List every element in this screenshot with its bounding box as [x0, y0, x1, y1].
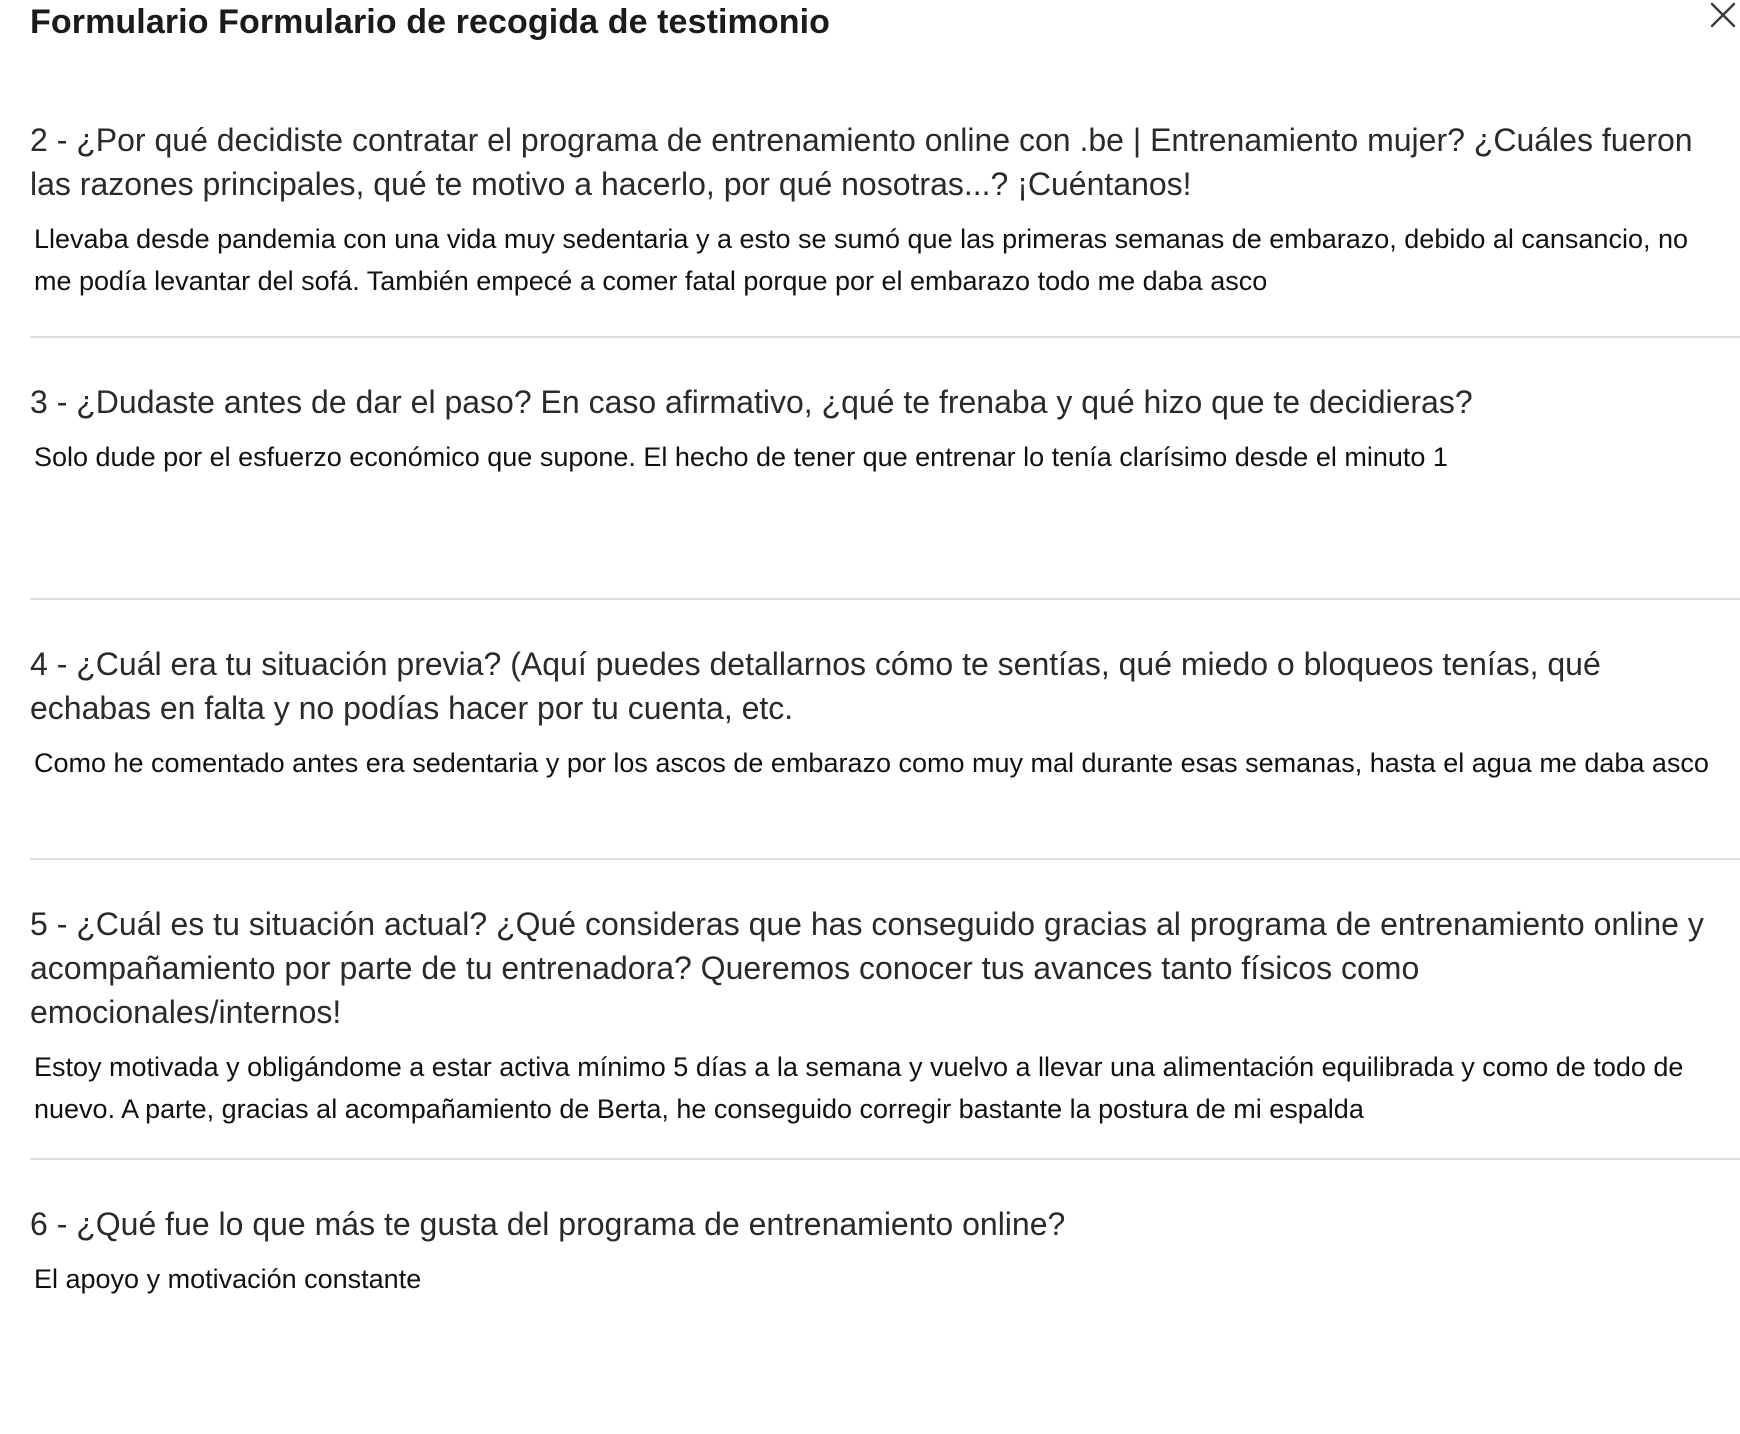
- close-button[interactable]: [1704, 0, 1738, 34]
- question-text: 5 - ¿Cuál es tu situación actual? ¿Qué consideras que has conseguido gracias al programa de entrenamiento online y acompañamiento por parte de tu entrenadora? Queremos conocer tus avances tanto físicos como emocionales/internos!: [30, 906, 1704, 1030]
- answer-text: El apoyo y motivación constante: [34, 1264, 422, 1294]
- page-title: Formulario Formulario de recogida de testimonio: [30, 3, 831, 41]
- question-block: [30, 860, 1740, 1158]
- modal-header: [30, 0, 1710, 48]
- answer-text: Como he comentado antes era sedentaria y por los ascos de embarazo como muy mal durante esas semanas, hasta el agua me daba asco: [34, 748, 1709, 778]
- question-text: 6 - ¿Qué fue lo que más te gusta del programa de entrenamiento online?: [30, 1206, 1066, 1242]
- question-block: [30, 118, 1740, 336]
- question-text: 2 - ¿Por qué decidiste contratar el programa de entrenamiento online con .be | Entrenamiento mujer? ¿Cuáles fueron las razones principales, qué te motivo a hacerlo, por qué nosotras...? ¡Cuéntanos!: [30, 122, 1693, 202]
- testimonial-responses: [30, 118, 1740, 1352]
- answer-text: Estoy motivada y obligándome a estar activa mínimo 5 días a la semana y vuelvo a llevar una alimentación equilibrada y como de todo de nuevo. A parte, gracias al acompañamiento de Berta, he conseguido corregir bastante la postura de mi espalda: [34, 1052, 1684, 1124]
- answer-text: Solo dude por el esfuerzo económico que supone. El hecho de tener que entrenar lo tenía clarísimo desde el minuto 1: [34, 442, 1448, 472]
- question-block: [30, 1160, 1740, 1352]
- close-icon[interactable]: [1708, 0, 1738, 30]
- question-text: 3 - ¿Dudaste antes de dar el paso? En caso afirmativo, ¿qué te frenaba y qué hizo que te decidieras?: [30, 384, 1473, 420]
- question-block: [30, 338, 1740, 598]
- question-block: [30, 600, 1740, 858]
- question-text: 4 - ¿Cuál era tu situación previa? (Aquí puedes detallarnos cómo te sentías, qué miedo o bloqueos tenías, qué echabas en falta y no podías hacer por tu cuenta, etc.: [30, 646, 1601, 726]
- answer-text: Llevaba desde pandemia con una vida muy sedentaria y a esto se sumó que las primeras semanas de embarazo, debido al cansancio, no me podía levantar del sofá. También empecé a comer fatal porque por el embarazo todo me daba asco: [34, 224, 1689, 296]
